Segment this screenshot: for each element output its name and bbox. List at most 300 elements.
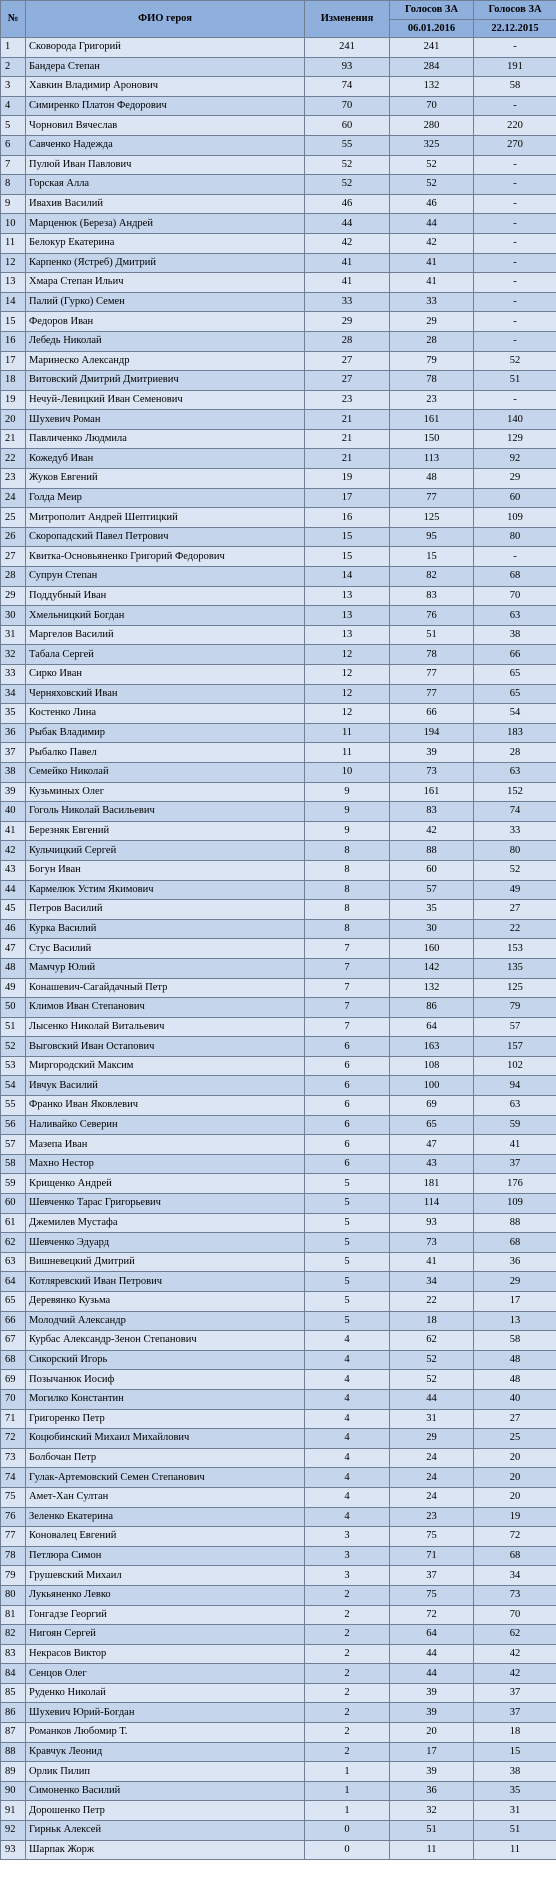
vote-change: 74 bbox=[305, 77, 390, 97]
votes-current: 75 bbox=[390, 1585, 474, 1605]
vote-change: 55 bbox=[305, 135, 390, 155]
vote-change: 8 bbox=[305, 860, 390, 880]
vote-change: 2 bbox=[305, 1605, 390, 1625]
table-row bbox=[1, 1781, 556, 1801]
table-row bbox=[1, 175, 556, 195]
row-number: 12 bbox=[1, 253, 26, 273]
hero-name: Поддубный Иван bbox=[26, 586, 305, 606]
table-row bbox=[1, 1644, 556, 1664]
votes-previous: 35 bbox=[474, 1781, 556, 1801]
table-row bbox=[1, 1076, 556, 1096]
votes-current: 142 bbox=[390, 958, 474, 978]
votes-current: 125 bbox=[390, 508, 474, 528]
vote-change: 3 bbox=[305, 1566, 390, 1586]
table-row bbox=[1, 1252, 556, 1272]
votes-previous: 58 bbox=[474, 1331, 556, 1351]
table-row bbox=[1, 723, 556, 743]
votes-previous: 80 bbox=[474, 841, 556, 861]
table-row bbox=[1, 508, 556, 528]
hero-name: Супрун Степан bbox=[26, 567, 305, 587]
vote-change: 7 bbox=[305, 939, 390, 959]
hero-name: Кузьминых Олег bbox=[26, 782, 305, 802]
votes-previous: 29 bbox=[474, 469, 556, 489]
row-number: 92 bbox=[1, 1821, 26, 1841]
header-votes-current: Голосов ЗА bbox=[390, 1, 474, 20]
hero-name: Вишневецкий Дмитрий bbox=[26, 1252, 305, 1272]
hero-name: Шевченко Тарас Григорьевич bbox=[26, 1194, 305, 1214]
votes-previous: 34 bbox=[474, 1566, 556, 1586]
votes-previous: 48 bbox=[474, 1370, 556, 1390]
header-change: Изменения bbox=[305, 1, 390, 38]
votes-current: 161 bbox=[390, 410, 474, 430]
table-row bbox=[1, 1801, 556, 1821]
vote-change: 1 bbox=[305, 1762, 390, 1782]
row-number: 35 bbox=[1, 704, 26, 724]
vote-change: 6 bbox=[305, 1056, 390, 1076]
hero-name: Хмельницкий Богдан bbox=[26, 606, 305, 626]
vote-change: 19 bbox=[305, 469, 390, 489]
row-number: 47 bbox=[1, 939, 26, 959]
table-row bbox=[1, 1683, 556, 1703]
table-row bbox=[1, 1585, 556, 1605]
table-row bbox=[1, 253, 556, 273]
vote-change: 21 bbox=[305, 429, 390, 449]
vote-change: 5 bbox=[305, 1252, 390, 1272]
votes-previous: 51 bbox=[474, 371, 556, 391]
votes-current: 42 bbox=[390, 233, 474, 253]
votes-current: 23 bbox=[390, 1507, 474, 1527]
votes-previous: 37 bbox=[474, 1683, 556, 1703]
row-number: 7 bbox=[1, 155, 26, 175]
votes-current: 77 bbox=[390, 488, 474, 508]
hero-name: Нигоян Сергей bbox=[26, 1625, 305, 1645]
hero-name: Кармелюк Устим Якимович bbox=[26, 880, 305, 900]
votes-current: 78 bbox=[390, 371, 474, 391]
votes-previous: - bbox=[474, 312, 556, 332]
table-row bbox=[1, 860, 556, 880]
row-number: 59 bbox=[1, 1174, 26, 1194]
vote-change: 4 bbox=[305, 1487, 390, 1507]
table-row bbox=[1, 1821, 556, 1841]
hero-name: Гоголь Николай Васильевич bbox=[26, 802, 305, 822]
vote-change: 15 bbox=[305, 527, 390, 547]
row-number: 57 bbox=[1, 1135, 26, 1155]
row-number: 21 bbox=[1, 429, 26, 449]
row-number: 51 bbox=[1, 1017, 26, 1037]
votes-previous: - bbox=[474, 233, 556, 253]
table-row bbox=[1, 1468, 556, 1488]
votes-current: 66 bbox=[390, 704, 474, 724]
votes-previous: - bbox=[474, 155, 556, 175]
votes-previous: 63 bbox=[474, 1096, 556, 1116]
votes-previous: 42 bbox=[474, 1644, 556, 1664]
hero-name: Рыбак Владимир bbox=[26, 723, 305, 743]
vote-change: 8 bbox=[305, 841, 390, 861]
vote-change: 7 bbox=[305, 1017, 390, 1037]
hero-name: Витовский Дмитрий Дмитриевич bbox=[26, 371, 305, 391]
vote-change: 4 bbox=[305, 1409, 390, 1429]
row-number: 89 bbox=[1, 1762, 26, 1782]
hero-name: Хавкин Владимир Аронович bbox=[26, 77, 305, 97]
header-hero-name: ФИО героя bbox=[26, 1, 305, 38]
votes-current: 29 bbox=[390, 312, 474, 332]
vote-change: 41 bbox=[305, 253, 390, 273]
vote-change: 4 bbox=[305, 1429, 390, 1449]
votes-current: 43 bbox=[390, 1154, 474, 1174]
votes-previous: 52 bbox=[474, 860, 556, 880]
vote-change: 4 bbox=[305, 1331, 390, 1351]
hero-name: Хмара Степан Ильич bbox=[26, 273, 305, 293]
table-row bbox=[1, 1194, 556, 1214]
hero-name: Лысенко Николай Витальевич bbox=[26, 1017, 305, 1037]
votes-current: 325 bbox=[390, 135, 474, 155]
vote-change: 7 bbox=[305, 998, 390, 1018]
vote-change: 2 bbox=[305, 1703, 390, 1723]
votes-previous: 38 bbox=[474, 1762, 556, 1782]
row-number: 28 bbox=[1, 567, 26, 587]
hero-name: Горская Алла bbox=[26, 175, 305, 195]
votes-current: 83 bbox=[390, 802, 474, 822]
header-number: № bbox=[1, 1, 26, 38]
vote-change: 4 bbox=[305, 1350, 390, 1370]
table-body bbox=[1, 38, 556, 1860]
votes-current: 44 bbox=[390, 1644, 474, 1664]
vote-change: 9 bbox=[305, 821, 390, 841]
row-number: 5 bbox=[1, 116, 26, 136]
hero-name: Шухевич Юрий-Богдан bbox=[26, 1703, 305, 1723]
vote-change: 6 bbox=[305, 1076, 390, 1096]
table-row bbox=[1, 390, 556, 410]
vote-change: 6 bbox=[305, 1154, 390, 1174]
votes-current: 60 bbox=[390, 860, 474, 880]
row-number: 74 bbox=[1, 1468, 26, 1488]
hero-name: Амет-Хан Султан bbox=[26, 1487, 305, 1507]
table-row bbox=[1, 821, 556, 841]
hero-name: Гирньк Алексей bbox=[26, 1821, 305, 1841]
row-number: 3 bbox=[1, 77, 26, 97]
row-number: 24 bbox=[1, 488, 26, 508]
table-row bbox=[1, 77, 556, 97]
vote-change: 6 bbox=[305, 1135, 390, 1155]
votes-previous: 28 bbox=[474, 743, 556, 763]
row-number: 15 bbox=[1, 312, 26, 332]
votes-current: 39 bbox=[390, 743, 474, 763]
hero-name: Ивчук Василий bbox=[26, 1076, 305, 1096]
row-number: 32 bbox=[1, 645, 26, 665]
votes-current: 51 bbox=[390, 625, 474, 645]
row-number: 29 bbox=[1, 586, 26, 606]
vote-change: 9 bbox=[305, 782, 390, 802]
table-row bbox=[1, 1546, 556, 1566]
table-row bbox=[1, 958, 556, 978]
row-number: 10 bbox=[1, 214, 26, 234]
hero-name: Савченко Надежда bbox=[26, 135, 305, 155]
hero-name: Дорошенко Петр bbox=[26, 1801, 305, 1821]
votes-previous: 20 bbox=[474, 1487, 556, 1507]
votes-previous: 129 bbox=[474, 429, 556, 449]
votes-current: 44 bbox=[390, 1664, 474, 1684]
votes-previous: - bbox=[474, 214, 556, 234]
table-row bbox=[1, 273, 556, 293]
hero-name: Рыбалко Павел bbox=[26, 743, 305, 763]
hero-name: Могилко Константин bbox=[26, 1389, 305, 1409]
hero-name: Грушевский Михаил bbox=[26, 1566, 305, 1586]
hero-name: Маргелов Василий bbox=[26, 625, 305, 645]
row-number: 64 bbox=[1, 1272, 26, 1292]
vote-change: 6 bbox=[305, 1037, 390, 1057]
row-number: 85 bbox=[1, 1683, 26, 1703]
header-date-previous: 22.12.2015 bbox=[474, 20, 556, 38]
row-number: 41 bbox=[1, 821, 26, 841]
row-number: 88 bbox=[1, 1742, 26, 1762]
table-row bbox=[1, 488, 556, 508]
hero-name: Митрополит Андрей Шептицкий bbox=[26, 508, 305, 528]
votes-current: 36 bbox=[390, 1781, 474, 1801]
vote-change: 1 bbox=[305, 1781, 390, 1801]
table-row bbox=[1, 155, 556, 175]
hero-name: Наливайко Северин bbox=[26, 1115, 305, 1135]
votes-previous: - bbox=[474, 390, 556, 410]
vote-change: 70 bbox=[305, 96, 390, 116]
row-number: 33 bbox=[1, 665, 26, 685]
row-number: 84 bbox=[1, 1664, 26, 1684]
row-number: 71 bbox=[1, 1409, 26, 1429]
row-number: 62 bbox=[1, 1233, 26, 1253]
vote-change: 60 bbox=[305, 116, 390, 136]
votes-previous: 63 bbox=[474, 762, 556, 782]
table-row bbox=[1, 429, 556, 449]
vote-change: 2 bbox=[305, 1683, 390, 1703]
table-header bbox=[1, 1, 556, 38]
row-number: 78 bbox=[1, 1546, 26, 1566]
table-row bbox=[1, 1664, 556, 1684]
hero-name: Табала Сергей bbox=[26, 645, 305, 665]
table-row bbox=[1, 135, 556, 155]
hero-name: Мазепа Иван bbox=[26, 1135, 305, 1155]
votes-current: 39 bbox=[390, 1703, 474, 1723]
hero-name: Махно Нестор bbox=[26, 1154, 305, 1174]
row-number: 80 bbox=[1, 1585, 26, 1605]
row-number: 79 bbox=[1, 1566, 26, 1586]
hero-name: Некрасов Виктор bbox=[26, 1644, 305, 1664]
row-number: 39 bbox=[1, 782, 26, 802]
vote-change: 5 bbox=[305, 1194, 390, 1214]
vote-change: 27 bbox=[305, 371, 390, 391]
votes-current: 52 bbox=[390, 1350, 474, 1370]
row-number: 67 bbox=[1, 1331, 26, 1351]
table-row bbox=[1, 802, 556, 822]
votes-previous: 27 bbox=[474, 900, 556, 920]
table-row bbox=[1, 38, 556, 58]
votes-current: 20 bbox=[390, 1723, 474, 1743]
hero-name: Симиренко Платон Федорович bbox=[26, 96, 305, 116]
row-number: 9 bbox=[1, 194, 26, 214]
table-row bbox=[1, 331, 556, 351]
table-row bbox=[1, 292, 556, 312]
table-row bbox=[1, 1448, 556, 1468]
votes-current: 194 bbox=[390, 723, 474, 743]
vote-change: 5 bbox=[305, 1233, 390, 1253]
row-number: 49 bbox=[1, 978, 26, 998]
vote-change: 13 bbox=[305, 606, 390, 626]
row-number: 77 bbox=[1, 1527, 26, 1547]
votes-previous: 157 bbox=[474, 1037, 556, 1057]
vote-change: 13 bbox=[305, 625, 390, 645]
vote-change: 28 bbox=[305, 331, 390, 351]
votes-current: 48 bbox=[390, 469, 474, 489]
row-number: 63 bbox=[1, 1252, 26, 1272]
row-number: 54 bbox=[1, 1076, 26, 1096]
vote-change: 2 bbox=[305, 1742, 390, 1762]
row-number: 6 bbox=[1, 135, 26, 155]
votes-previous: 183 bbox=[474, 723, 556, 743]
hero-name: Жуков Евгений bbox=[26, 469, 305, 489]
table-row bbox=[1, 371, 556, 391]
votes-previous: 19 bbox=[474, 1507, 556, 1527]
votes-current: 22 bbox=[390, 1292, 474, 1312]
vote-change: 4 bbox=[305, 1468, 390, 1488]
hero-name: Франко Иван Яковлевич bbox=[26, 1096, 305, 1116]
votes-current: 33 bbox=[390, 292, 474, 312]
hero-name: Коновалец Евгений bbox=[26, 1527, 305, 1547]
votes-previous: 29 bbox=[474, 1272, 556, 1292]
votes-previous: 59 bbox=[474, 1115, 556, 1135]
table-row bbox=[1, 1115, 556, 1135]
table-row bbox=[1, 998, 556, 1018]
table-row bbox=[1, 1840, 556, 1860]
votes-previous: 15 bbox=[474, 1742, 556, 1762]
votes-previous: 74 bbox=[474, 802, 556, 822]
votes-previous: - bbox=[474, 175, 556, 195]
votes-current: 47 bbox=[390, 1135, 474, 1155]
table-row bbox=[1, 1096, 556, 1116]
votes-current: 160 bbox=[390, 939, 474, 959]
vote-change: 27 bbox=[305, 351, 390, 371]
votes-current: 114 bbox=[390, 1194, 474, 1214]
header-votes-previous: Голосов ЗА bbox=[474, 1, 556, 20]
hero-name: Лебедь Николай bbox=[26, 331, 305, 351]
votes-current: 280 bbox=[390, 116, 474, 136]
votes-current: 32 bbox=[390, 1801, 474, 1821]
row-number: 4 bbox=[1, 96, 26, 116]
vote-change: 29 bbox=[305, 312, 390, 332]
votes-current: 28 bbox=[390, 331, 474, 351]
row-number: 23 bbox=[1, 469, 26, 489]
table-row bbox=[1, 1213, 556, 1233]
vote-change: 2 bbox=[305, 1644, 390, 1664]
row-number: 34 bbox=[1, 684, 26, 704]
votes-previous: 57 bbox=[474, 1017, 556, 1037]
row-number: 1 bbox=[1, 38, 26, 58]
row-number: 75 bbox=[1, 1487, 26, 1507]
hero-name: Карпенко (Ястреб) Дмитрий bbox=[26, 253, 305, 273]
vote-change: 7 bbox=[305, 958, 390, 978]
votes-previous: 176 bbox=[474, 1174, 556, 1194]
row-number: 20 bbox=[1, 410, 26, 430]
votes-previous: 54 bbox=[474, 704, 556, 724]
table-row bbox=[1, 1625, 556, 1645]
vote-change: 5 bbox=[305, 1174, 390, 1194]
vote-change: 42 bbox=[305, 233, 390, 253]
vote-change: 0 bbox=[305, 1840, 390, 1860]
votes-current: 78 bbox=[390, 645, 474, 665]
vote-change: 12 bbox=[305, 645, 390, 665]
votes-current: 44 bbox=[390, 1389, 474, 1409]
votes-previous: 58 bbox=[474, 77, 556, 97]
votes-previous: 72 bbox=[474, 1527, 556, 1547]
row-number: 42 bbox=[1, 841, 26, 861]
votes-current: 52 bbox=[390, 155, 474, 175]
votes-current: 57 bbox=[390, 880, 474, 900]
votes-current: 42 bbox=[390, 821, 474, 841]
table-row bbox=[1, 1056, 556, 1076]
hero-name: Котляревский Иван Петрович bbox=[26, 1272, 305, 1292]
vote-change: 2 bbox=[305, 1723, 390, 1743]
row-number: 36 bbox=[1, 723, 26, 743]
votes-previous: 63 bbox=[474, 606, 556, 626]
votes-current: 82 bbox=[390, 567, 474, 587]
table-row bbox=[1, 645, 556, 665]
table-row bbox=[1, 1605, 556, 1625]
table-row bbox=[1, 410, 556, 430]
row-number: 14 bbox=[1, 292, 26, 312]
vote-change: 9 bbox=[305, 802, 390, 822]
votes-current: 24 bbox=[390, 1448, 474, 1468]
table-row bbox=[1, 214, 556, 234]
votes-current: 241 bbox=[390, 38, 474, 58]
hero-name: Богун Иван bbox=[26, 860, 305, 880]
votes-current: 29 bbox=[390, 1429, 474, 1449]
hero-name: Григоренко Петр bbox=[26, 1409, 305, 1429]
votes-previous: 20 bbox=[474, 1468, 556, 1488]
votes-previous: 40 bbox=[474, 1389, 556, 1409]
table-row bbox=[1, 57, 556, 77]
hero-name: Конашевич-Сагайдачный Петр bbox=[26, 978, 305, 998]
hero-name: Коцюбинский Михаил Михайлович bbox=[26, 1429, 305, 1449]
votes-current: 161 bbox=[390, 782, 474, 802]
row-number: 27 bbox=[1, 547, 26, 567]
hero-name: Сковорода Григорий bbox=[26, 38, 305, 58]
hero-name: Стус Василий bbox=[26, 939, 305, 959]
table-row bbox=[1, 762, 556, 782]
table-row bbox=[1, 586, 556, 606]
table-row bbox=[1, 1174, 556, 1194]
votes-current: 73 bbox=[390, 1233, 474, 1253]
row-number: 60 bbox=[1, 1194, 26, 1214]
votes-current: 46 bbox=[390, 194, 474, 214]
row-number: 53 bbox=[1, 1056, 26, 1076]
votes-previous: 31 bbox=[474, 1801, 556, 1821]
hero-name: Позычанюк Иосиф bbox=[26, 1370, 305, 1390]
votes-previous: 79 bbox=[474, 998, 556, 1018]
vote-change: 52 bbox=[305, 175, 390, 195]
row-number: 87 bbox=[1, 1723, 26, 1743]
row-number: 55 bbox=[1, 1096, 26, 1116]
votes-current: 51 bbox=[390, 1821, 474, 1841]
table-row bbox=[1, 1566, 556, 1586]
table-row bbox=[1, 704, 556, 724]
row-number: 19 bbox=[1, 390, 26, 410]
votes-previous: 11 bbox=[474, 1840, 556, 1860]
table-row bbox=[1, 96, 556, 116]
hero-name: Голда Меир bbox=[26, 488, 305, 508]
table-row bbox=[1, 625, 556, 645]
votes-previous: - bbox=[474, 96, 556, 116]
hero-name: Деревянко Кузьма bbox=[26, 1292, 305, 1312]
votes-previous: 17 bbox=[474, 1292, 556, 1312]
vote-change: 5 bbox=[305, 1311, 390, 1331]
vote-change: 6 bbox=[305, 1096, 390, 1116]
